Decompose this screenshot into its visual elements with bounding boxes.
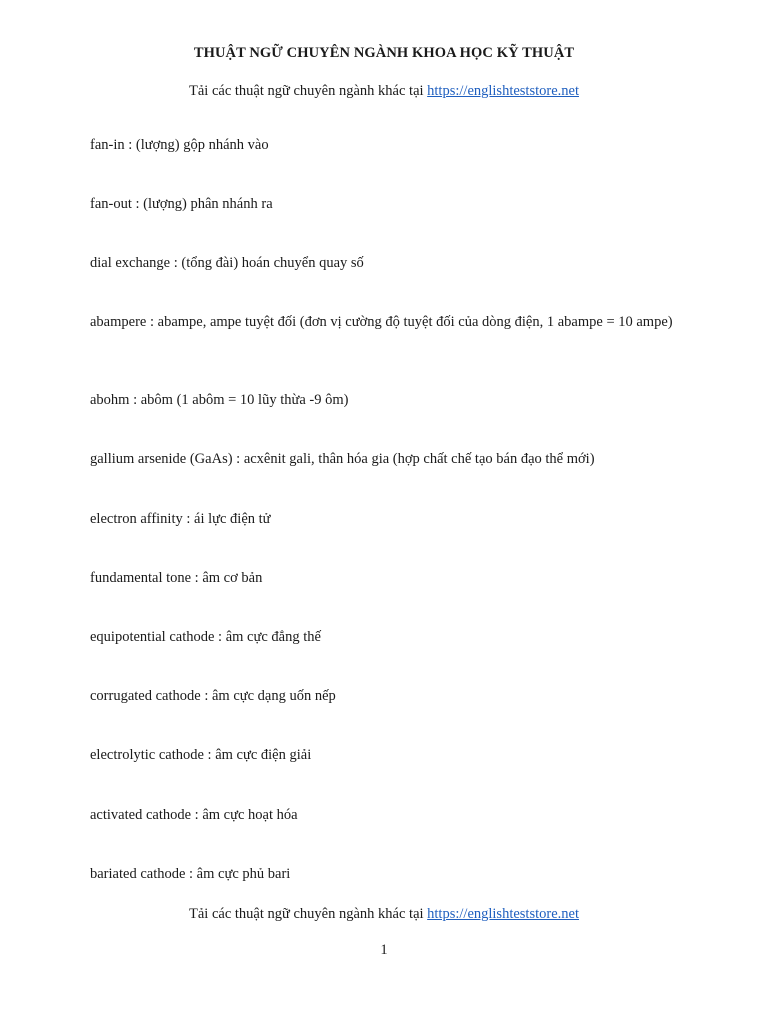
term-entry: electron affinity : ái lực điện tử (90, 511, 271, 527)
term-entry: fundamental tone : âm cơ bản (90, 570, 263, 586)
term-entry: fan-in : (lượng) gộp nhánh vào (90, 137, 269, 153)
source-line (0, 83, 768, 100)
footer-source-line (0, 906, 768, 923)
footer-link[interactable]: https://englishteststore.net (427, 906, 579, 922)
term-entry: bariated cathode : âm cực phủ bari (90, 866, 291, 882)
term-entry: equipotential cathode : âm cực đẳng thế (90, 629, 321, 645)
term-entry: gallium arsenide (GaAs) : acxênit gali, thân hóa gia (hợp chất chế tạo bán đạo thể mới) (90, 451, 595, 467)
page-number: 1 (380, 942, 388, 958)
source-link[interactable]: https://englishteststore.net (427, 83, 579, 99)
term-entry: electrolytic cathode : âm cực điện giải (90, 747, 312, 763)
term-entry: dial exchange : (tổng đài) hoán chuyển quay số (90, 255, 364, 271)
source-prefix: Tải các thuật ngữ chuyên ngành khác tại (189, 83, 428, 99)
page-title: THUẬT NGỮ CHUYÊN NGÀNH KHOA HỌC KỸ THUẬT (193, 45, 575, 61)
term-entry: abohm : abôm (1 abôm = 10 lũy thừa -9 ôm) (90, 392, 349, 408)
term-entry: abampere : abampe, ampe tuyệt đối (đơn vị cường độ tuyệt đối của dòng điện, 1 abampe = 10 ampe) (90, 314, 673, 330)
term-entry: corrugated cathode : âm cực dạng uốn nếp (90, 688, 336, 704)
term-entry: fan-out : (lượng) phân nhánh ra (90, 196, 273, 212)
footer-prefix: Tải các thuật ngữ chuyên ngành khác tại (189, 906, 428, 922)
term-entry: activated cathode : âm cực hoạt hóa (90, 807, 298, 823)
